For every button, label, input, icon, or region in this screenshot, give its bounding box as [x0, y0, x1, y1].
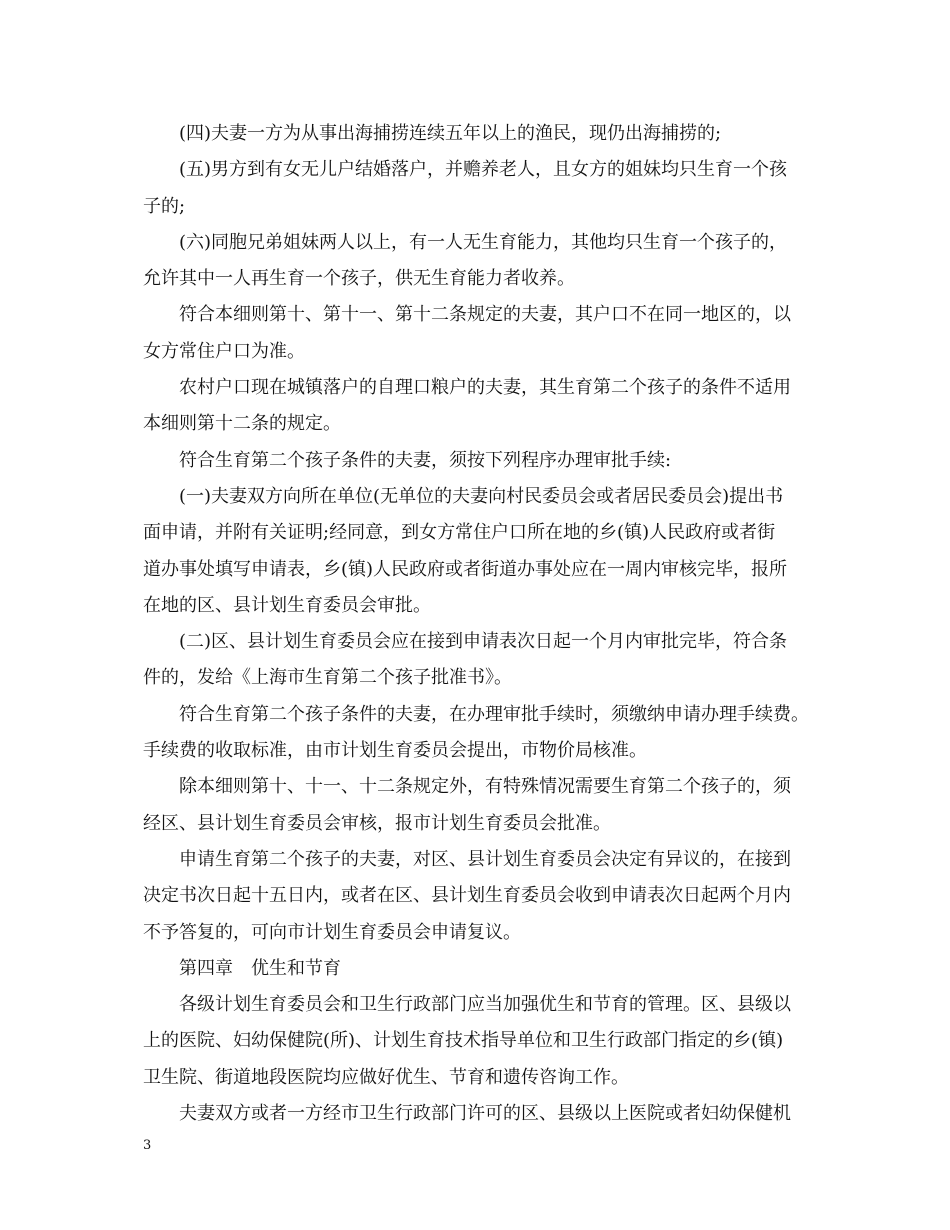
- text-line: 件的，发给《上海市生育第二个孩子批准书》。: [143, 667, 512, 689]
- text-line: 卫生院、街道地段医院均应做好优生、节育和遗传咨询工作。: [143, 1066, 629, 1088]
- text-line: (四)夫妻一方为从事出海捕捞连续五年以上的渔民，现仍出海捕捞的;: [179, 123, 722, 144]
- text-line: 农村户口现在城镇落户的自理口粮户的夫妻，其生育第二个孩子的条件不适用: [179, 377, 791, 399]
- text-line: 在地的区、县计划生育委员会审批。: [143, 594, 431, 616]
- text-line: (五)男方到有女无儿户结婚落户，并赡养老人，且女方的姐妹均只生育一个孩: [179, 159, 788, 181]
- text-line: (二)区、县计划生育委员会应在接到申请表次日起一个月内审批完毕，符合条: [179, 631, 788, 653]
- text-line: 上的医院、妇幼保健院(所)、计划生育技术指导单位和卫生行政部门指定的乡(镇): [143, 1030, 784, 1052]
- chapter-heading: 第四章 优生和节育: [179, 957, 341, 979]
- text-line: 申请生育第二个孩子的夫妻，对区、县计划生育委员会决定有异议的，在接到: [179, 848, 791, 870]
- text-line: 子的;: [143, 195, 186, 217]
- text-line: 本细则第十二条的规定。: [143, 413, 341, 435]
- text-line: 夫妻双方或者一方经市卫生行政部门许可的区、县级以上医院或者妇幼保健机: [179, 1103, 791, 1125]
- text-line: 符合生育第二个孩子条件的夫妻，须按下列程序办理审批手续:: [179, 449, 672, 471]
- text-line: 决定书次日起十五日内，或者在区、县计划生育委员会收到申请表次日起两个月内: [143, 885, 791, 907]
- text-line: 经区、县计划生育委员会审核，报市计划生育委员会批准。: [143, 812, 611, 834]
- page-number: 3: [143, 1138, 152, 1153]
- text-line: 各级计划生育委员会和卫生行政部门应当加强优生和节育的管理。区、县级以: [179, 994, 791, 1016]
- text-line: 除本细则第十、十一、十二条规定外，有特殊情况需要生育第二个孩子的，须: [179, 776, 791, 798]
- text-line: 不予答复的，可向市计划生育委员会申请复议。: [143, 921, 521, 943]
- text-line: 面申请，并附有关证明;经同意，到女方常住户口所在地的乡(镇)人民政府或者街: [143, 522, 776, 544]
- text-line: (六)同胞兄弟姐妹两人以上，有一人无生育能力，其他均只生育一个孩子的，: [179, 231, 788, 253]
- text-line: 符合生育第二个孩子条件的夫妻，在办理审批手续时，须缴纳申请办理手续费。: [179, 703, 809, 725]
- text-line: 手续费的收取标准，由市计划生育委员会提出，市物价局核准。: [143, 740, 647, 762]
- text-line: 允许其中一人再生育一个孩子，供无生育能力者收养。: [143, 268, 575, 290]
- text-line: (一)夫妻双方向所在单位(无单位的夫妻向村民委员会或者居民委员会)提出书: [179, 485, 784, 507]
- document-body: [143, 116, 813, 1132]
- text-line: 符合本细则第十、第十一、第十二条规定的夫妻，其户口不在同一地区的，以: [179, 304, 791, 326]
- text-line: 女方常住户口为准。: [143, 340, 305, 362]
- text-line: 道办事处填写申请表，乡(镇)人民政府或者街道办事处应在一周内审核完毕，报所: [143, 558, 788, 580]
